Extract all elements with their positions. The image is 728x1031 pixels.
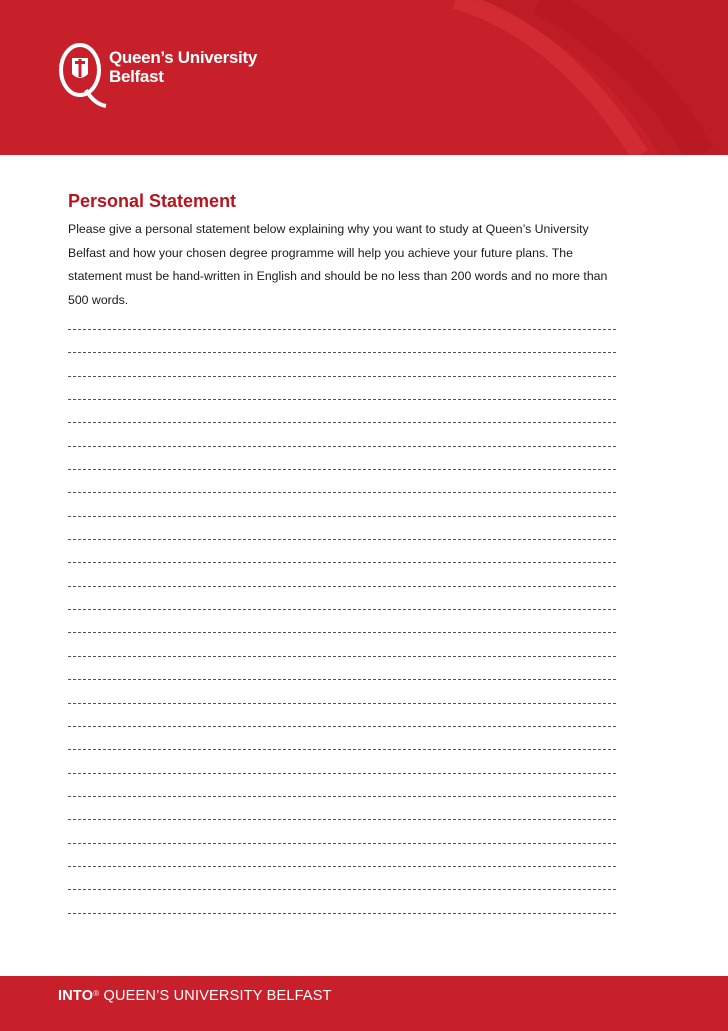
writing-line[interactable] [68, 516, 616, 539]
writing-lines[interactable] [68, 329, 616, 936]
writing-line[interactable] [68, 492, 616, 515]
writing-line[interactable] [68, 399, 616, 422]
writing-line[interactable] [68, 843, 616, 866]
writing-line[interactable] [68, 703, 616, 726]
writing-line[interactable] [68, 913, 616, 936]
writing-line[interactable] [68, 889, 616, 912]
writing-line[interactable] [68, 446, 616, 469]
queens-university-crest-icon [58, 40, 108, 112]
writing-line[interactable] [68, 773, 616, 796]
writing-line[interactable] [68, 586, 616, 609]
logo-line-2: Belfast [109, 67, 164, 86]
writing-line[interactable] [68, 796, 616, 819]
footer-into: INTO [58, 988, 94, 1004]
registered-mark: ® [93, 989, 100, 998]
writing-line[interactable] [68, 329, 616, 352]
writing-line[interactable] [68, 469, 616, 492]
page-header [0, 0, 728, 155]
writing-line[interactable] [68, 866, 616, 889]
statement-section [68, 190, 628, 312]
writing-line[interactable] [68, 609, 616, 632]
writing-line[interactable] [68, 562, 616, 585]
writing-line[interactable] [68, 726, 616, 749]
writing-line[interactable] [68, 632, 616, 655]
writing-line[interactable] [68, 376, 616, 399]
writing-line[interactable] [68, 679, 616, 702]
instructions-text: Please give a personal statement below explaining why you want to study at Queen’s University Belfast and how your chosen degree programme will help you achieve your future plans. The statement must be hand-written in English and should be no less than 200 words and no more than 500 words. [68, 222, 608, 307]
writing-line[interactable] [68, 352, 616, 375]
page-footer [0, 976, 728, 1031]
page-title: Personal Statement [68, 191, 237, 211]
logo-text [109, 48, 257, 86]
footer-university: QUEEN’S UNIVERSITY BELFAST [103, 988, 332, 1004]
logo-line-1: Queen’s University [109, 48, 257, 67]
writing-line[interactable] [68, 656, 616, 679]
writing-line[interactable] [68, 749, 616, 772]
university-logo[interactable] [58, 40, 258, 115]
writing-line[interactable] [68, 422, 616, 445]
footer-brand [58, 987, 332, 1005]
writing-line[interactable] [68, 819, 616, 842]
writing-line[interactable] [68, 539, 616, 562]
